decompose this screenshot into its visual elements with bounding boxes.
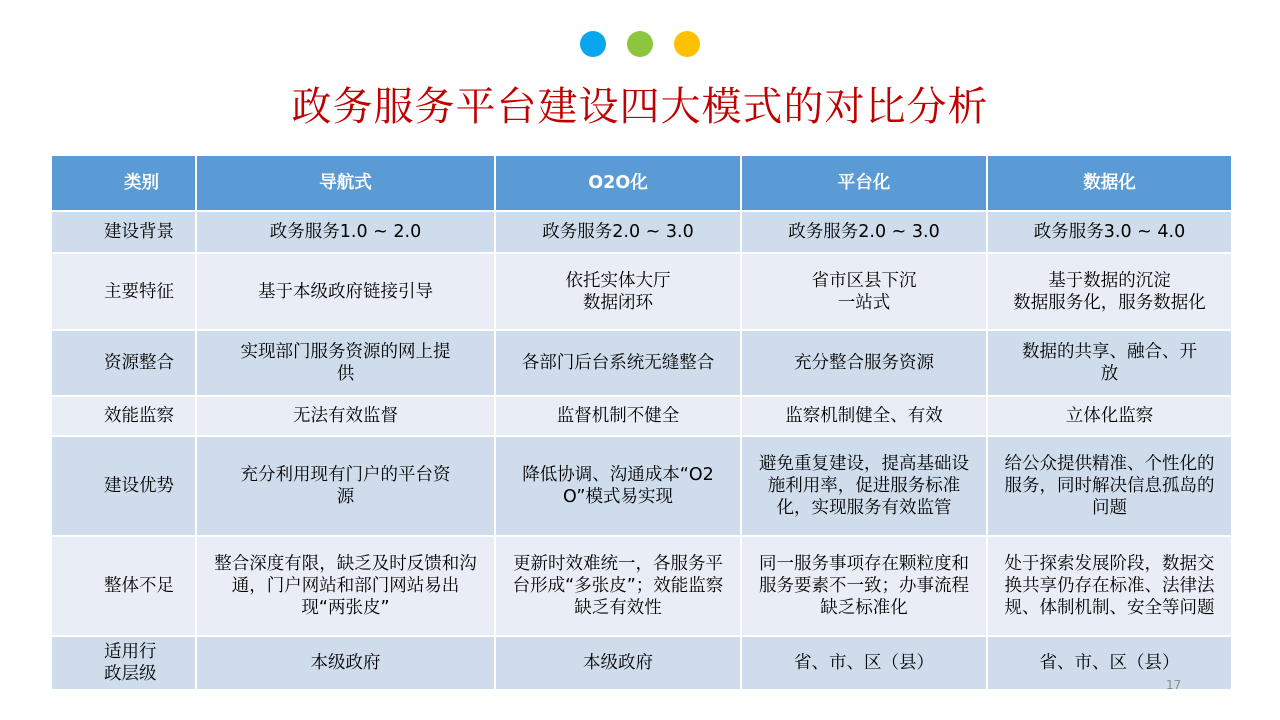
header-navigation: 导航式 bbox=[196, 155, 495, 211]
table-cell: 处于探索发展阶段，数据交换共享仍存在标准、法律法规、体制机制、安全等问题 bbox=[987, 536, 1232, 636]
row-category: 整体不足 bbox=[51, 536, 196, 636]
blue-dot-icon bbox=[580, 31, 606, 57]
header-platform: 平台化 bbox=[741, 155, 987, 211]
table-cell: 充分利用现有门户的平台资源 bbox=[196, 436, 495, 536]
row-category: 建设优势 bbox=[51, 436, 196, 536]
table-cell: 监督机制不健全 bbox=[495, 396, 741, 436]
row-category: 建设背景 bbox=[51, 211, 196, 253]
header-category: 类别 bbox=[51, 155, 196, 211]
table-cell: 依托实体大厅 数据闭环 bbox=[495, 253, 741, 330]
table-cell: 政务服务2.0 ~ 3.0 bbox=[495, 211, 741, 253]
table-cell: 实现部门服务资源的网上提供 bbox=[196, 330, 495, 396]
table-cell: 本级政府 bbox=[495, 636, 741, 690]
table-cell: 省、市、区（县） bbox=[741, 636, 987, 690]
table-row bbox=[51, 253, 1232, 330]
decorative-dots bbox=[580, 31, 700, 57]
header-o2o: O2O化 bbox=[495, 155, 741, 211]
table-cell: 本级政府 bbox=[196, 636, 495, 690]
table-cell: 省市区县下沉 一站式 bbox=[741, 253, 987, 330]
table-cell: 监察机制健全、有效 bbox=[741, 396, 987, 436]
table-cell: 政务服务2.0 ~ 3.0 bbox=[741, 211, 987, 253]
comparison-table bbox=[50, 154, 1233, 691]
table-cell: 基于本级政府链接引导 bbox=[196, 253, 495, 330]
green-dot-icon bbox=[627, 31, 653, 57]
page-title: 政务服务平台建设四大模式的对比分析 bbox=[291, 84, 989, 130]
header-data: 数据化 bbox=[987, 155, 1232, 211]
table-cell: 无法有效监督 bbox=[196, 396, 495, 436]
table-cell: 整合深度有限，缺乏及时反馈和沟通，门户网站和部门网站易出现“两张皮” bbox=[196, 536, 495, 636]
table-cell: 各部门后台系统无缝整合 bbox=[495, 330, 741, 396]
table-cell: 政务服务1.0 ~ 2.0 bbox=[196, 211, 495, 253]
page-number: 17 bbox=[1166, 678, 1182, 692]
row-category: 资源整合 bbox=[51, 330, 196, 396]
table-cell: 更新时效难统一，各服务平台形成“多张皮”；效能监察缺乏有效性 bbox=[495, 536, 741, 636]
table-cell: 政务服务3.0 ~ 4.0 bbox=[987, 211, 1232, 253]
table-row bbox=[51, 636, 1232, 690]
table-row bbox=[51, 396, 1232, 436]
table-header-row bbox=[51, 155, 1232, 211]
row-category: 主要特征 bbox=[51, 253, 196, 330]
table-row bbox=[51, 436, 1232, 536]
table-row bbox=[51, 330, 1232, 396]
table-cell: 给公众提供精准、个性化的服务，同时解决信息孤岛的问题 bbox=[987, 436, 1232, 536]
table-cell: 同一服务事项存在颗粒度和服务要素不一致；办事流程缺乏标准化 bbox=[741, 536, 987, 636]
table-cell: 立体化监察 bbox=[987, 396, 1232, 436]
row-category: 效能监察 bbox=[51, 396, 196, 436]
table-cell: 基于数据的沉淀 数据服务化，服务数据化 bbox=[987, 253, 1232, 330]
table-cell: 充分整合服务资源 bbox=[741, 330, 987, 396]
table-row bbox=[51, 211, 1232, 253]
table-cell: 避免重复建设，提高基础设施利用率，促进服务标准化，实现服务有效监管 bbox=[741, 436, 987, 536]
yellow-dot-icon bbox=[674, 31, 700, 57]
table-cell: 降低协调、沟通成本“O2O”模式易实现 bbox=[495, 436, 741, 536]
table-cell: 省、市、区（县） bbox=[987, 636, 1232, 690]
row-category: 适用行政层级 bbox=[51, 636, 196, 690]
table-cell: 数据的共享、融合、开放 bbox=[987, 330, 1232, 396]
table-row bbox=[51, 536, 1232, 636]
